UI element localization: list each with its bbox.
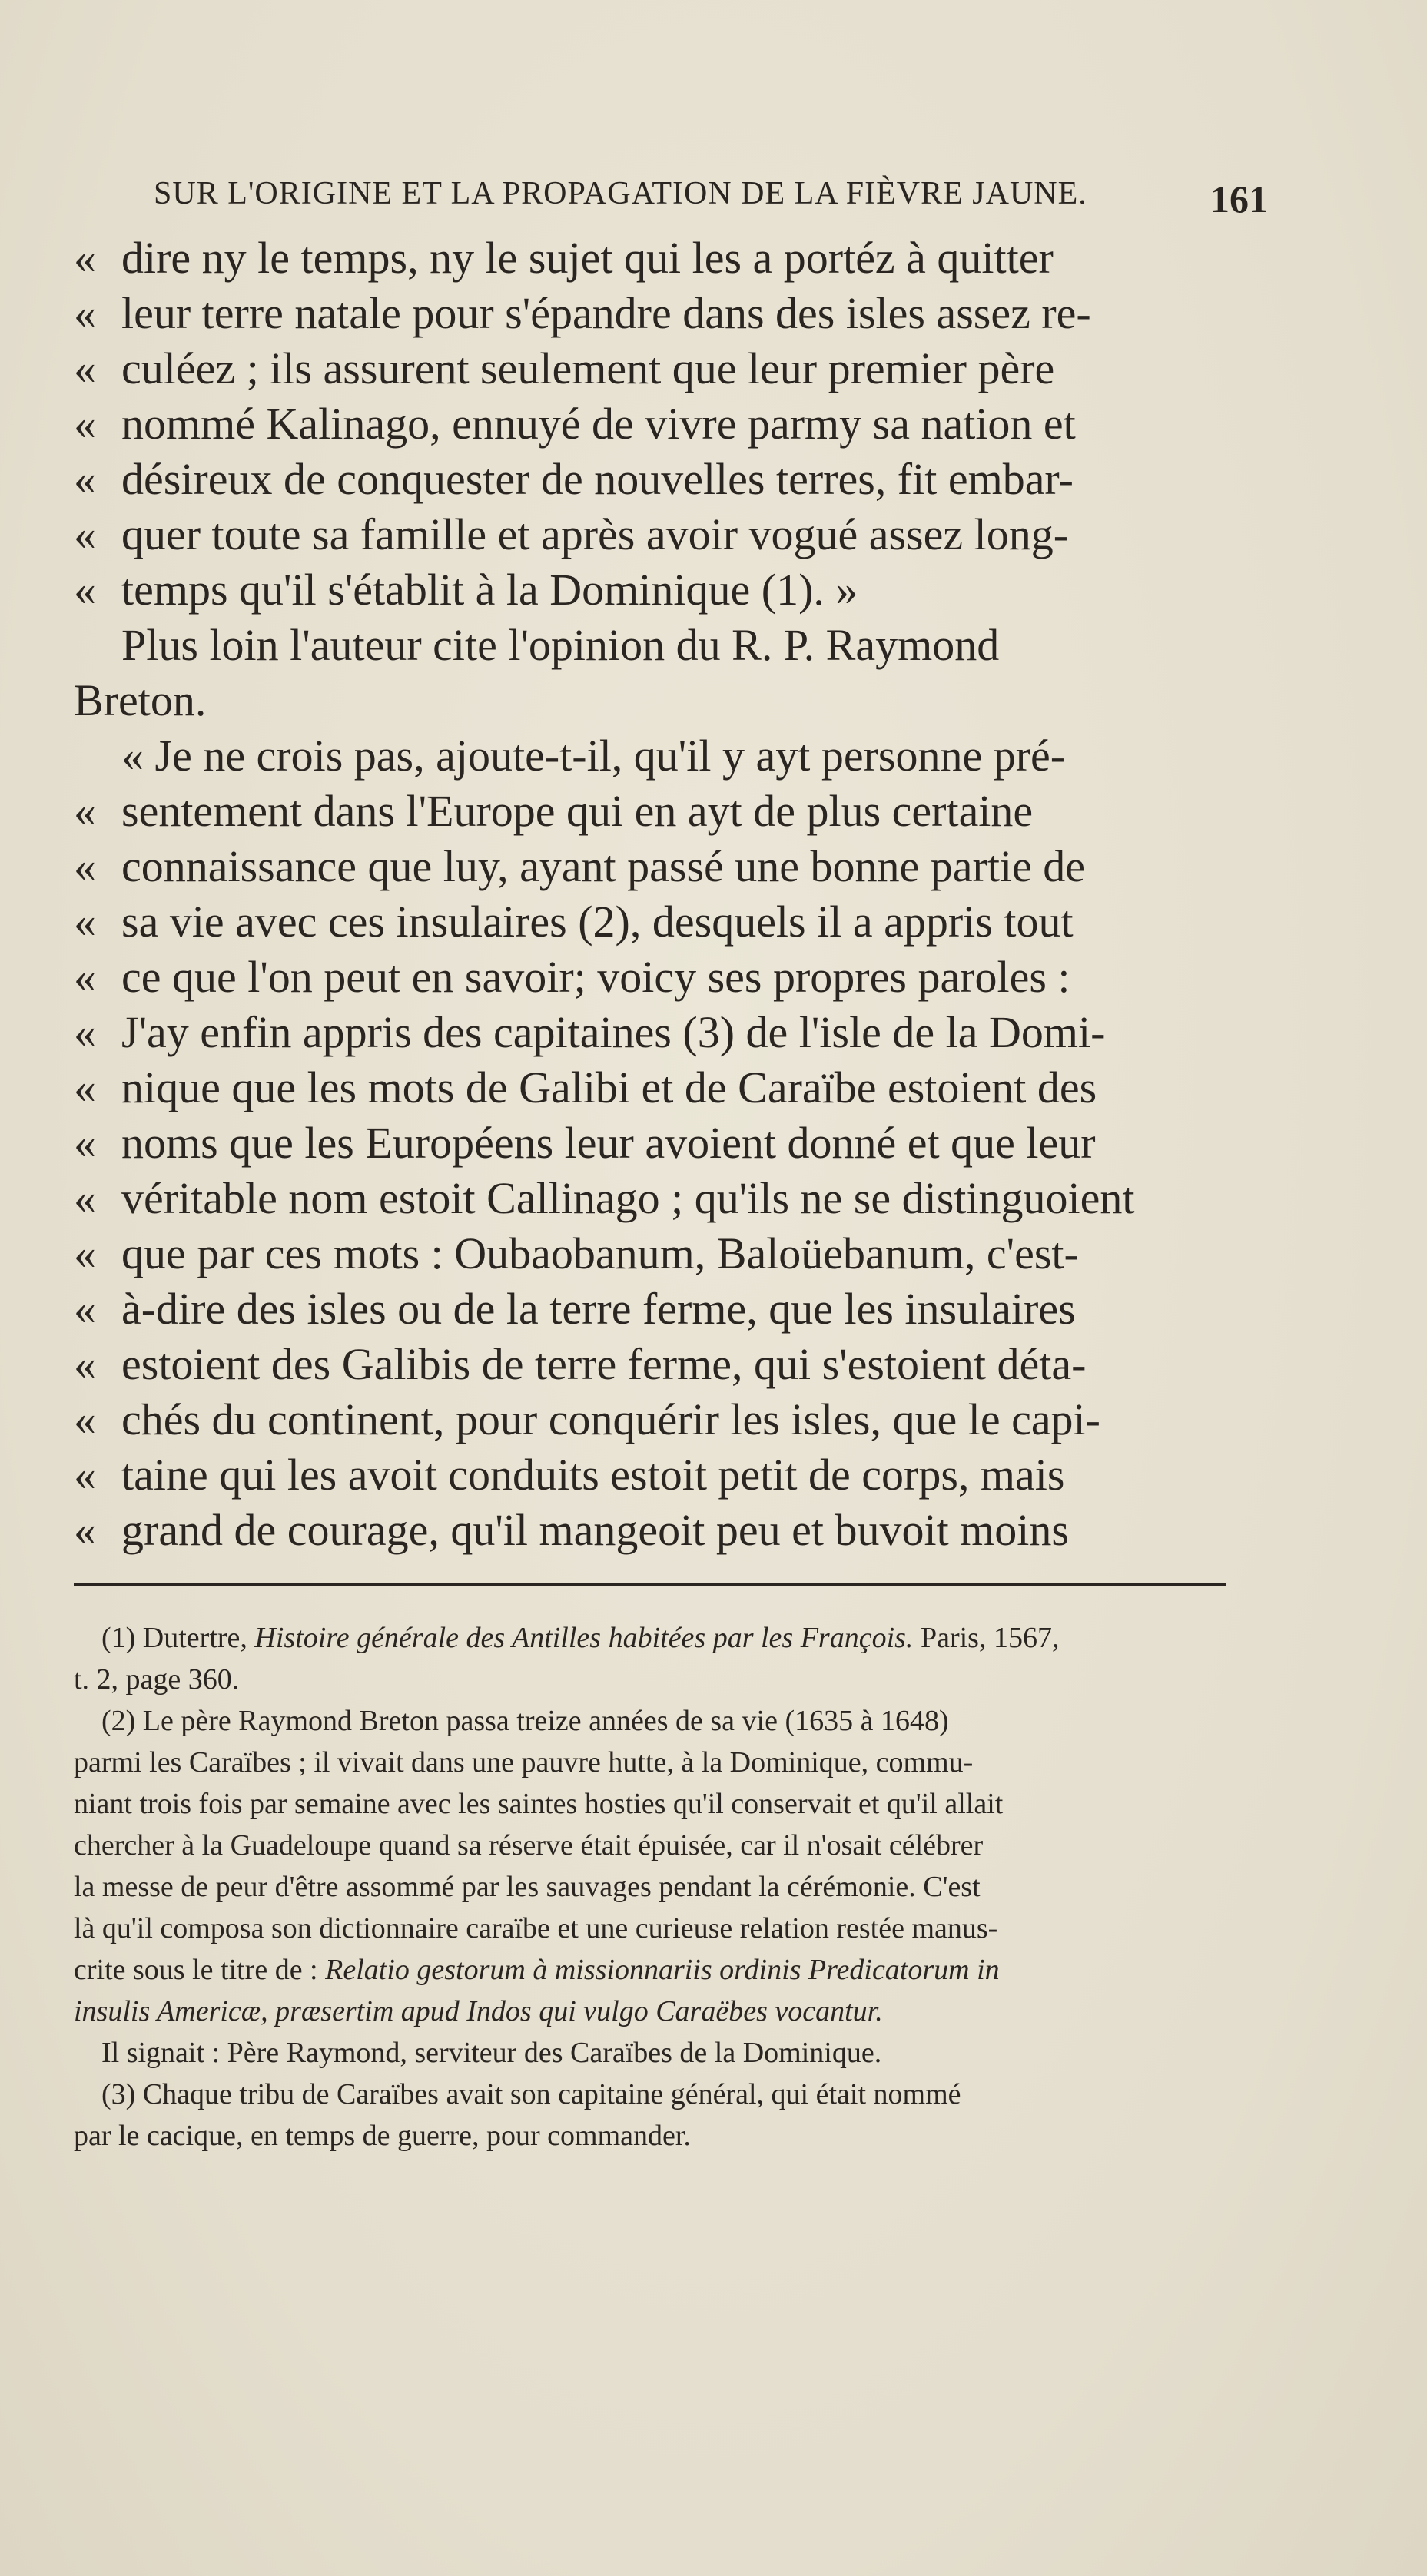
text-line <box>74 1447 1284 1503</box>
quote-mark: « <box>74 1339 96 1389</box>
quote-mark: « <box>74 233 96 283</box>
text-line <box>74 452 1284 507</box>
text-line <box>74 1060 1284 1116</box>
quote-mark: « <box>74 454 96 504</box>
quote-mark: « <box>74 1284 96 1334</box>
quote-mark: « <box>74 1063 96 1112</box>
line-text: Breton. <box>74 675 207 725</box>
line-text: à-dire des isles ou de la terre ferme, que les insulaires <box>121 1284 1076 1334</box>
text-line <box>74 839 1284 894</box>
footnote-2-line: niant trois fois par semaine avec les saintes hosties qu'il conservait et qu'il allait <box>74 1788 1004 1820</box>
line-text: sentement dans l'Europe qui en ayt de plus certaine <box>121 786 1034 836</box>
footnote-1-text-b: Paris, 1567, <box>913 1622 1060 1654</box>
line-text: dire ny le temps, ny le sujet qui les a portéz à quitter <box>121 233 1054 283</box>
text-line <box>74 230 1284 286</box>
line-text: désireux de conquester de nouvelles terres, fit embar- <box>121 454 1074 504</box>
text-line <box>74 396 1284 452</box>
text-line <box>74 1171 1284 1226</box>
line-text: culéez ; ils assurent seulement que leur premier père <box>121 343 1055 393</box>
text-line <box>74 286 1284 341</box>
quote-mark: « <box>74 1450 96 1500</box>
text-line <box>74 1337 1284 1392</box>
line-text: connaissance que luy, ayant passé une bonne partie de <box>121 841 1086 891</box>
quote-mark: « <box>74 288 96 338</box>
quote-mark: « <box>74 509 96 559</box>
line-text: J'ay enfin appris des capitaines (3) de l'isle de la Domi- <box>121 1007 1106 1057</box>
line-text: temps qu'il s'établit à la Dominique (1). » <box>121 565 858 615</box>
page-number: 161 <box>1210 177 1268 220</box>
footnote-1 <box>74 1617 1276 1659</box>
footnote-2-line: la messe de peur d'être assommé par les sauvages pendant la cérémonie. C'est <box>74 1871 981 1903</box>
text-line <box>74 1226 1284 1281</box>
line-text: nique que les mots de Galibi et de Caraïbe estoient des <box>121 1063 1097 1112</box>
line-text: chés du continent, pour conquérir les isles, que le capi- <box>121 1394 1100 1444</box>
quote-mark: « <box>74 565 96 615</box>
body-text <box>74 230 1284 1558</box>
text-line <box>74 950 1284 1005</box>
line-text: ce que l'on peut en savoir; voicy ses propres paroles : <box>121 952 1070 1002</box>
footnote-2-signature: Il signait : Père Raymond, serviteur des Caraïbes de la Dominique. <box>101 2037 882 2069</box>
text-line <box>74 728 1284 784</box>
line-text: quer toute sa famille et après avoir vogué assez long- <box>121 509 1069 559</box>
quote-mark: « <box>74 1505 96 1555</box>
text-line <box>74 341 1284 396</box>
quote-mark: « <box>74 1007 96 1057</box>
quote-mark: « <box>74 897 96 947</box>
line-text: leur terre natale pour s'épandre dans des isles assez re- <box>121 288 1091 338</box>
footnotes <box>74 1617 1276 2157</box>
quote-mark: « <box>74 786 96 836</box>
line-text: nommé Kalinago, ennuyé de vivre parmy sa nation et <box>121 399 1076 449</box>
running-head <box>154 175 1268 221</box>
text-line <box>74 1116 1284 1171</box>
text-line <box>74 1281 1284 1337</box>
quote-mark: « <box>74 1173 96 1223</box>
line-text: grand de courage, qu'il mangeoit peu et buvoit moins <box>121 1505 1069 1555</box>
text-line <box>74 1392 1284 1447</box>
line-text: estoient des Galibis de terre ferme, qui s'estoient déta- <box>121 1339 1087 1389</box>
quote-mark: « <box>74 399 96 449</box>
footnote-2-line: parmi les Caraïbes ; il vivait dans une pauvre hutte, à la Dominique, commu- <box>74 1746 974 1779</box>
footnote-1-cont: t. 2, page 360. <box>74 1663 240 1696</box>
footnote-2-title-cont: insulis Americæ, præsertim apud Indos qui vulgo Caraëbes vocantur. <box>74 1995 883 2027</box>
footnote-2-text: crite sous le titre de : <box>74 1954 326 1986</box>
footnote-2-line <box>74 1949 1276 1991</box>
text-line <box>74 784 1284 839</box>
footnote-2-title: Relatio gestorum à missionnariis ordinis Predicatorum in <box>325 1954 1000 1986</box>
text-line <box>74 1503 1284 1558</box>
quote-mark: « <box>74 343 96 393</box>
quote-mark: « <box>74 1394 96 1444</box>
footnote-1-title: Histoire générale des Antilles habitées par les François. <box>254 1622 914 1654</box>
text-line <box>74 618 1284 673</box>
line-text: taine qui les avoit conduits estoit petit de corps, mais <box>121 1450 1065 1500</box>
line-text: véritable nom estoit Callinago ; qu'ils ne se distinguoient <box>121 1173 1135 1223</box>
footnote-3-line: (3) Chaque tribu de Caraïbes avait son capitaine général, qui était nommé <box>101 2078 961 2110</box>
footnote-divider <box>74 1583 1226 1586</box>
line-text: que par ces mots : Oubaobanum, Baloüebanum, c'est- <box>121 1228 1079 1278</box>
footnote-2-line: chercher à la Guadeloupe quand sa réserve était épuisée, car il n'osait célébrer <box>74 1829 984 1862</box>
text-line <box>74 1005 1284 1060</box>
text-line <box>74 894 1284 950</box>
line-text: noms que les Européens leur avoient donné et que leur <box>121 1118 1096 1168</box>
quote-mark: « <box>74 1118 96 1168</box>
quote-mark: « <box>74 1228 96 1278</box>
quote-mark: « <box>74 841 96 891</box>
running-title: SUR L'ORIGINE ET LA PROPAGATION DE LA FIÈVRE JAUNE. <box>154 176 1087 211</box>
text-line <box>74 673 1284 728</box>
quote-mark: « <box>74 952 96 1002</box>
footnote-2-line: là qu'il composa son dictionnaire caraïbe et une curieuse relation restée manus- <box>74 1912 998 1944</box>
line-text: « Je ne crois pas, ajoute-t-il, qu'il y ayt personne pré- <box>121 731 1066 781</box>
footnote-2-line: (2) Le père Raymond Breton passa treize années de sa vie (1635 à 1648) <box>101 1705 949 1737</box>
footnote-1-text-a: (1) Dutertre, <box>101 1622 255 1654</box>
text-line <box>74 562 1284 618</box>
text-line <box>74 507 1284 562</box>
line-text: Plus loin l'auteur cite l'opinion du R. P. Raymond <box>121 620 1000 670</box>
line-text: sa vie avec ces insulaires (2), desquels il a appris tout <box>121 897 1074 947</box>
footnote-3-line: par le cacique, en temps de guerre, pour commander. <box>74 2120 691 2152</box>
